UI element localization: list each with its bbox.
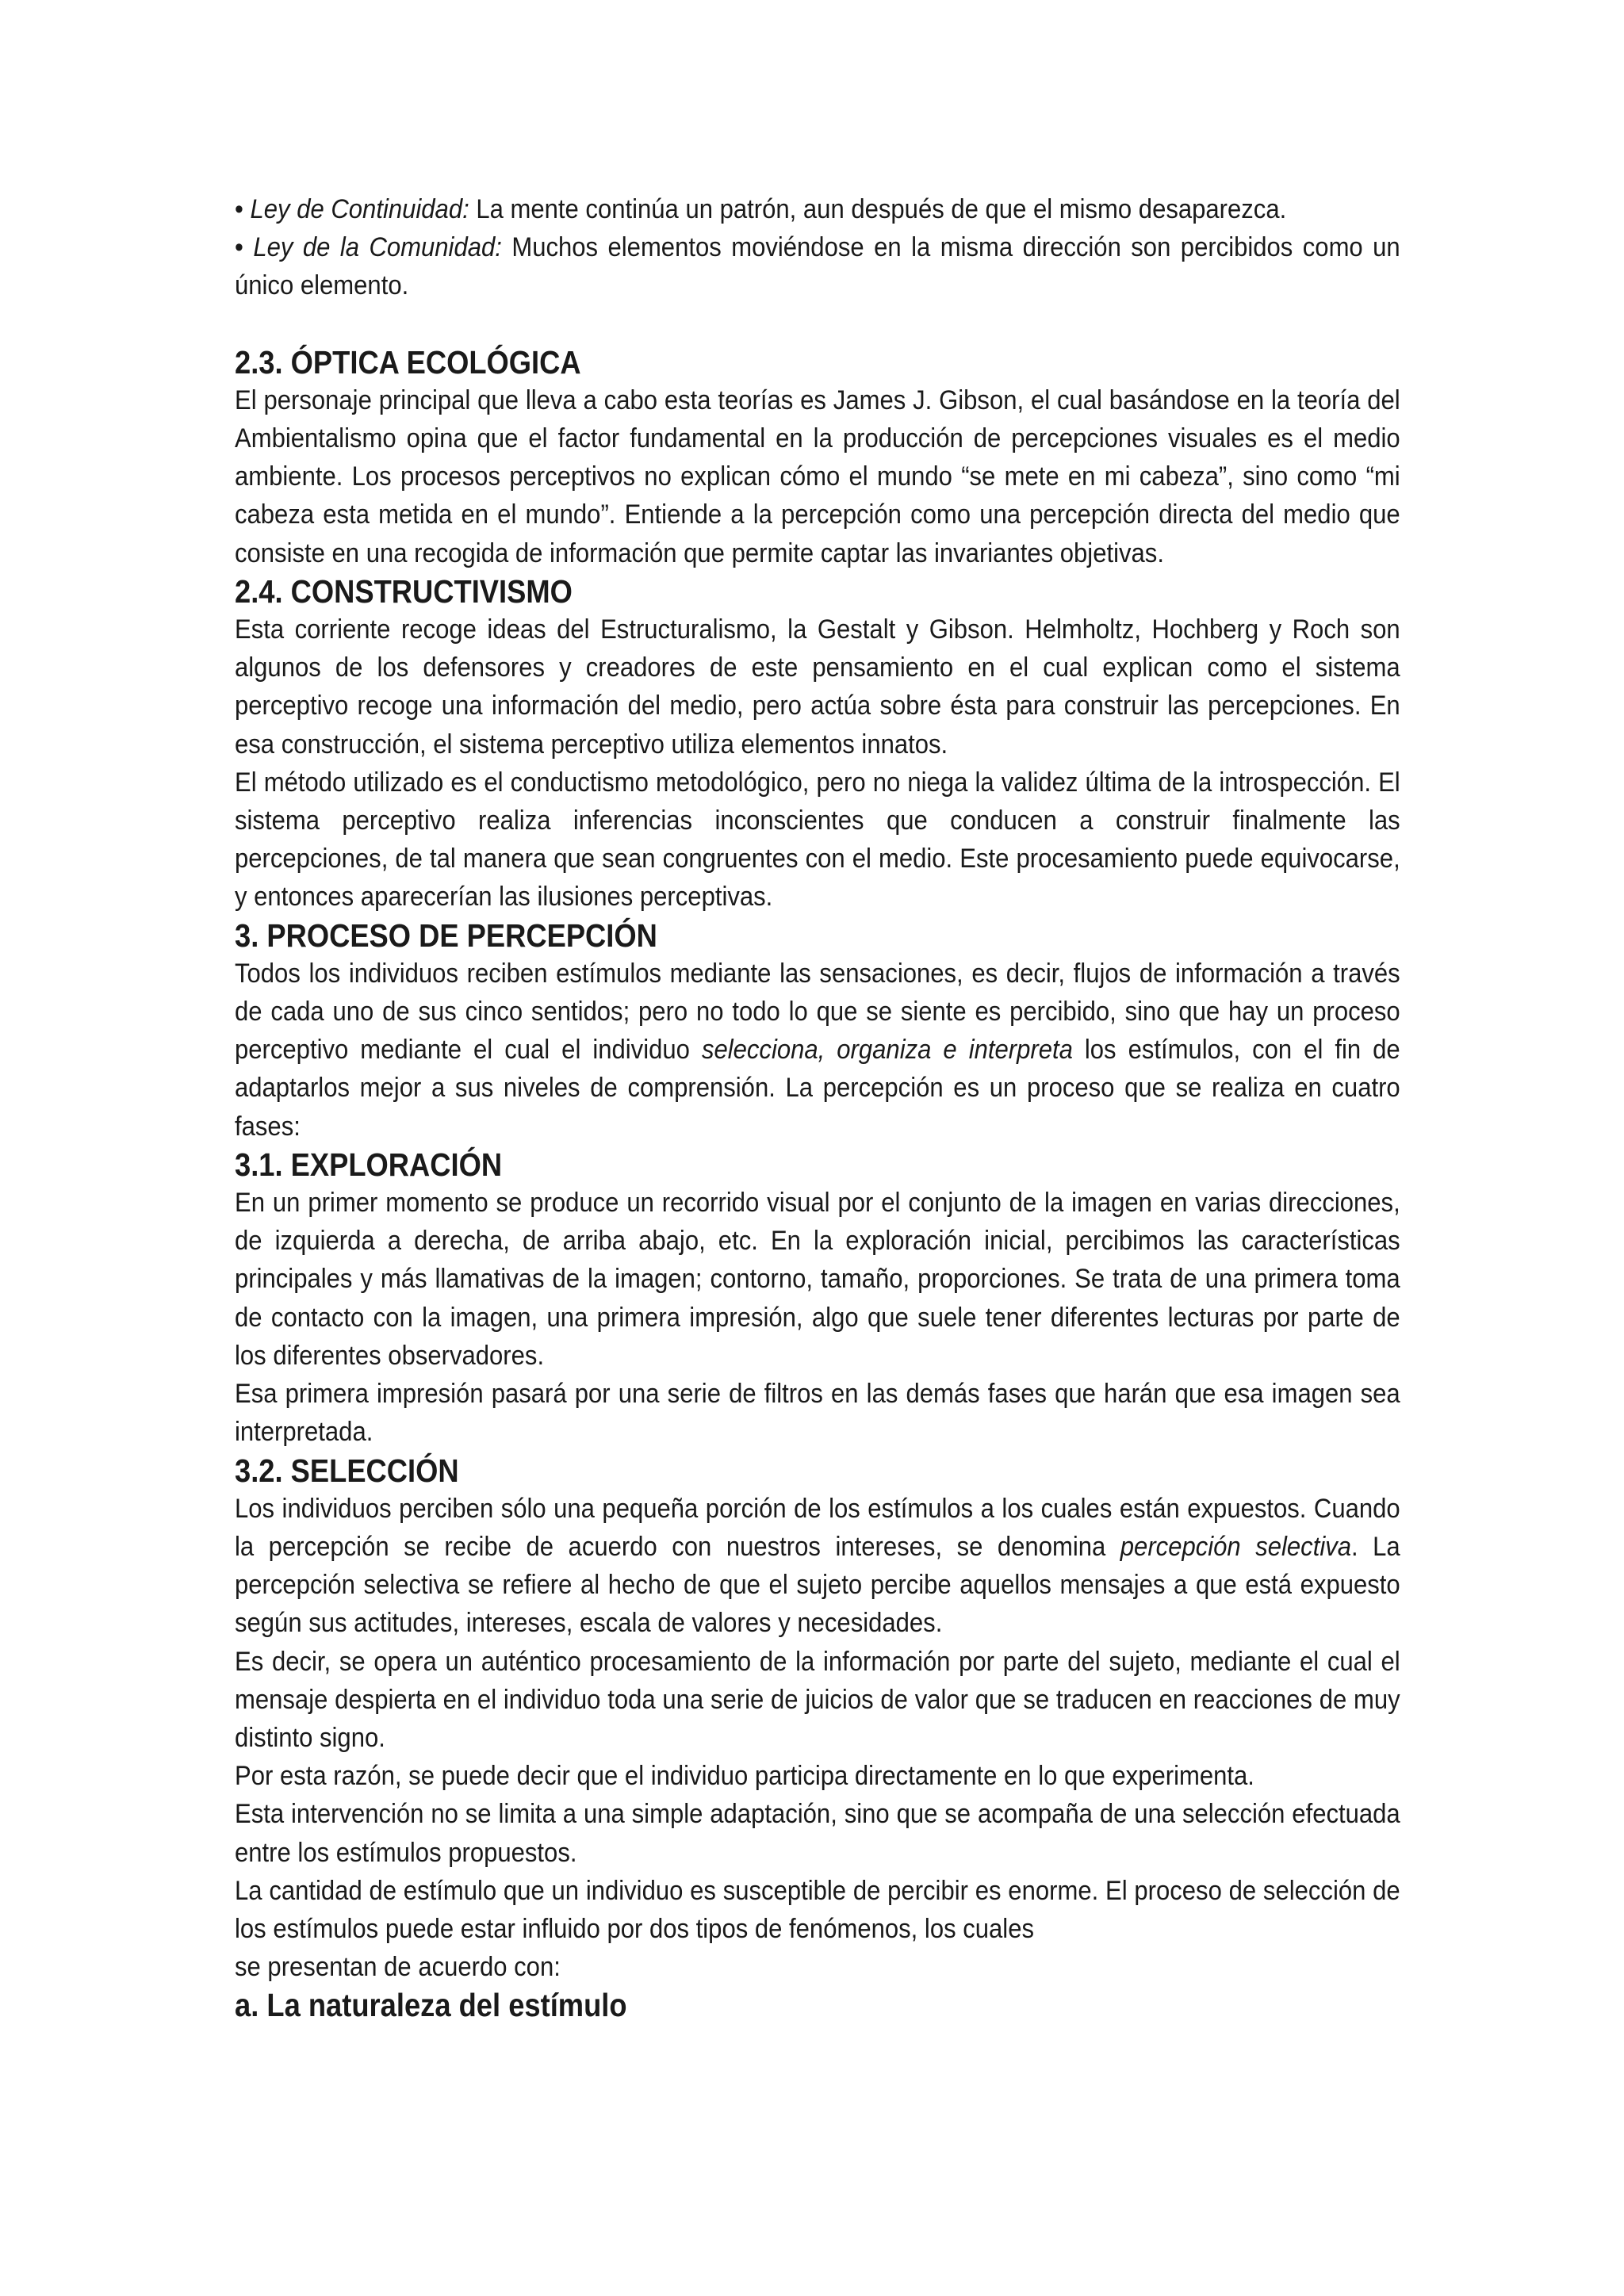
bullet-continuidad: • Ley de Continuidad: La mente continúa un patrón, aun después de que el mismo desaparezca. xyxy=(235,194,1287,224)
text-run: Los individuos perciben sólo una pequeña porción de los estímulos a los cuales están expuestos. Cuando la percepción se recibe de acuerdo con nuestros intereses, se denomina xyxy=(235,1493,1400,1562)
heading-seleccion: 3.2. SELECCIÓN xyxy=(235,1452,459,1489)
heading-proceso-percepcion: 3. PROCESO DE PERCEPCIÓN xyxy=(235,916,657,954)
text-run: Todos los individuos reciben estímulos mediante las sensaciones, es decir, flujos de información a través de cada uno de sus cinco sentidos; pero no todo lo que se siente es percibido, sino que hay un proceso perceptivo mediante el cual el individuo xyxy=(235,958,1400,1066)
text-run: . La percepción selectiva se refiere al hecho de que el sujeto percibe aquellos mensajes a que está expuesto según sus actitudes, intereses, escala de valores y necesidades. xyxy=(235,1531,1400,1639)
paragraph: Esta corriente recoge ideas del Estructuralismo, la Gestalt y Gibson. Helmholtz, Hochberg y Roch son algunos de los defensores y creadores de este pensamiento en el cual explican como el sistema perceptivo recoge una información del medio, pero actúa sobre ésta para construir las percepciones. En esa construcción, el sistema perceptivo utiliza elementos innatos. xyxy=(235,614,1400,760)
emphasis: selecciona, organiza e interpreta xyxy=(701,1035,1073,1066)
spacer xyxy=(235,305,1400,343)
paragraph: El personaje principal que lleva a cabo esta teorías es James J. Gibson, el cual basándose en la teoría del Ambientalismo opina que el factor fundamental en la producción de percepciones visuales es el medio ambiente. Los procesos perceptivos no explican cómo el mundo “se mete en mi cabeza”, sino como “mi cabeza esta metida en el mundo”. Entiende a la percepción como una percepción directa del medio que consiste en una recogida de información que permite captar las invariantes objetivas. xyxy=(235,385,1400,568)
paragraph: El método utilizado es el conductismo metodológico, pero no niega la validez última de la introspección. El sistema perceptivo realiza inferencias inconscientes que conducen a construir finalmente las percepciones, de tal manera que sean congruentes con el medio. Este procesamiento puede equivocarse, y entonces aparecerían las ilusiones perceptivas. xyxy=(235,767,1400,913)
bullet-comunidad: • Ley de la Comunidad: Muchos elementos moviéndose en la misma dirección son percibidos como un único elemento. xyxy=(235,232,1400,301)
paragraph xyxy=(235,1490,1400,1643)
document-page xyxy=(235,190,1400,2025)
paragraph xyxy=(235,955,1400,1146)
heading-exploracion: 3.1. EXPLORACIÓN xyxy=(235,1146,503,1183)
paragraph: En un primer momento se produce un recorrido visual por el conjunto de la imagen en varias direcciones, de izquierda a derecha, de arriba abajo, etc. En la exploración inicial, percibimos las características principales y más llamativas de la imagen; contorno, tamaño, proporciones. Se trata de una primera toma de contacto con la imagen, una primera impresión, algo que suele tener diferentes lecturas por parte de los diferentes observadores. xyxy=(235,1188,1400,1371)
emphasis: percepción selectiva xyxy=(1120,1531,1352,1562)
paragraph: se presentan de acuerdo con: xyxy=(235,1952,561,1983)
heading-constructivismo: 2.4. CONSTRUCTIVISMO xyxy=(235,572,573,610)
bullet-label: Ley de la Comunidad: xyxy=(253,232,502,263)
paragraph: Es decir, se opera un auténtico procesamiento de la información por parte del sujeto, mediante el cual el mensaje despierta en el individuo toda una serie de juicios de valor que se traducen en reacciones de muy distinto signo. xyxy=(235,1646,1400,1753)
bullet-label: Ley de Continuidad: xyxy=(250,194,469,224)
paragraph: Por esta razón, se puede decir que el individuo participa directamente en lo que experimenta. xyxy=(235,1761,1254,1792)
paragraph: Esta intervención no se limita a una simple adaptación, sino que se acompaña de una selección efectuada entre los estímulos propuestos. xyxy=(235,1799,1400,1868)
bullet-text: La mente continúa un patrón, aun después de que el mismo desaparezca. xyxy=(469,194,1287,224)
text-run: los estímulos, con el fin de adaptarlos mejor a sus niveles de comprensión. La percepción es un proceso que se realiza en cuatro fases: xyxy=(235,1035,1400,1142)
bullet-text: Muchos elementos moviéndose en la misma dirección son percibidos como un único elemento. xyxy=(235,232,1400,301)
paragraph: Esa primera impresión pasará por una serie de filtros en las demás fases que harán que esa imagen sea interpretada. xyxy=(235,1379,1400,1448)
heading-optica-ecologica: 2.3. ÓPTICA ECOLÓGICA xyxy=(235,343,581,381)
paragraph: La cantidad de estímulo que un individuo es susceptible de percibir es enorme. El proceso de selección de los estímulos puede estar influido por dos tipos de fenómenos, los cuales xyxy=(235,1875,1400,1944)
heading-naturaleza-estimulo: a. La naturaleza del estímulo xyxy=(235,1987,627,2024)
